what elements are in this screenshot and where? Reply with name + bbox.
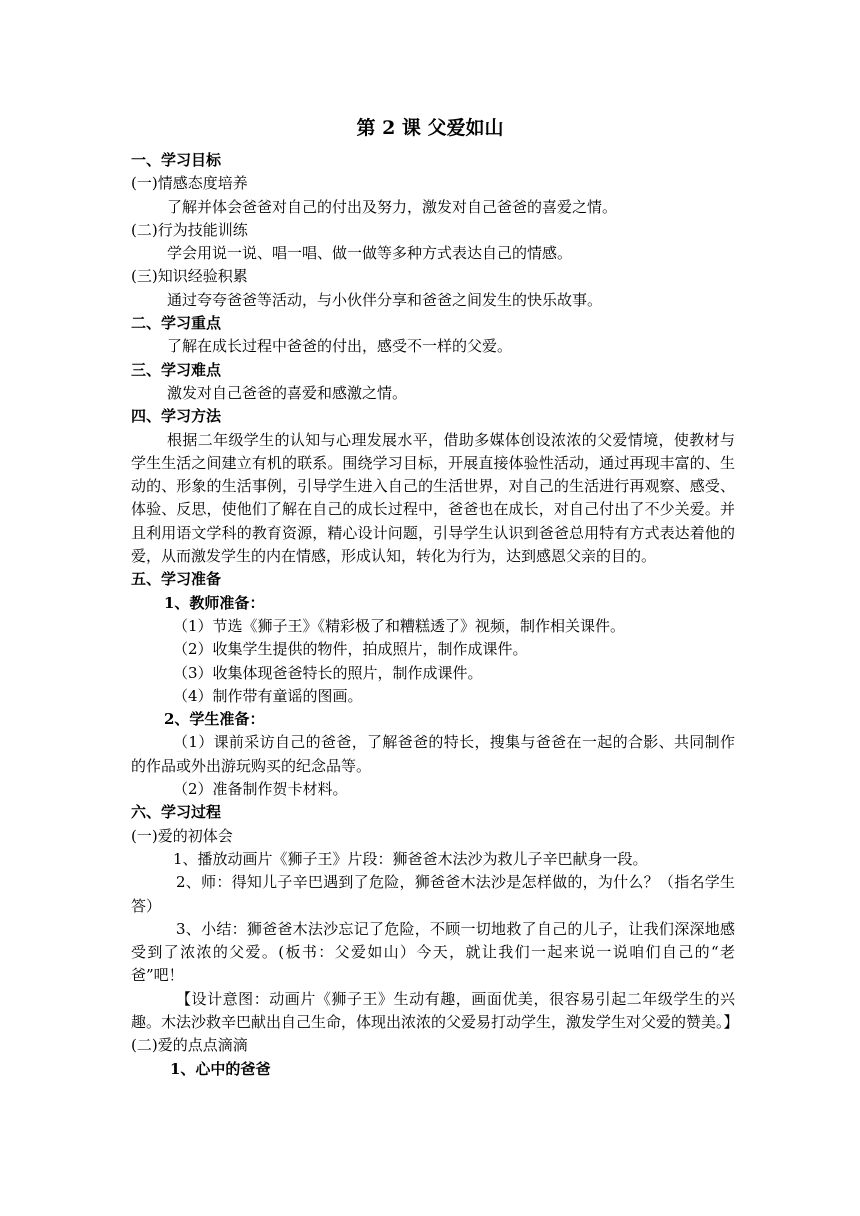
list-item: （2）准备制作贺卡材料。 xyxy=(173,780,348,799)
list-item: （1）课前采访自己的爸爸，了解爸爸的特长，搜集与爸爸在一起的合影、共同制作的作品或外出游玩购买的纪念品等。 xyxy=(131,733,735,775)
paragraph: 了解并体会爸爸对自己的付出及努力，激发对自己爸爸的喜爱之情。 xyxy=(167,197,618,216)
paragraph: 通过夸夸爸爸等活动，与小伙伴分享和爸爸之间发生的快乐故事。 xyxy=(167,290,603,309)
list-item: （2）收集学生提供的物件，拍成照片，制作成课件。 xyxy=(173,640,528,659)
section-heading-process: 六、学习过程 xyxy=(131,803,222,822)
list-item: （4）制作带有童谣的图画。 xyxy=(173,686,363,705)
subheading: 1、心中的爸爸 xyxy=(170,1059,271,1078)
subsection-label: (三)知识经验积累 xyxy=(131,267,248,286)
paragraph: 根据二年级学生的认知与心理发展水平，借助多媒体创设浓浓的父爱情境，使教材与学生生活之间建立有机的联系。围绕学习目标，开展直接体验性活动，通过再现丰富的、生动的、形象的生活事例，引导学生进入自己的生活世界，对自己的生活进行再观察、感受、体验、反思，使他们了解在自己的成长过程中，爸爸也在成长，对自己付出了不少关爱。并且利用语文学科的教育资源，精心设计问题，引导学生认识到爸爸总用特有方式表达着他的爱，从而激发学生的内在情感，形成认知，转化为行为，达到感恩父亲的目的。 xyxy=(131,430,735,566)
paragraph: 激发对自己爸爸的喜爱和感激之情。 xyxy=(167,383,408,402)
page-title: 第 2 课 父爱如山 xyxy=(356,117,504,139)
subsection-label: (二)爱的点点滴滴 xyxy=(131,1036,248,1055)
section-heading-preparation: 五、学习准备 xyxy=(131,570,222,589)
section-heading-methods: 四、学习方法 xyxy=(131,407,222,426)
step: 2、师：得知儿子辛巴遇到了危险，狮爸爸木法沙是怎样做的，为什么？（指名学生答） xyxy=(131,873,735,915)
paragraph: 了解在成长过程中爸爸的付出，感受不一样的父爱。 xyxy=(167,337,513,356)
list-item: （3）收集体现爸爸特长的照片，制作成课件。 xyxy=(173,663,483,682)
step: 3、小结：狮爸爸木法沙忘记了危险，不顾一切地救了自己的儿子，让我们深深地感受到了浓浓的父爱。(板书：父爱如山）今天，就让我们一起来说一说咱们自己的“老爸”吧！ xyxy=(131,919,735,985)
subheading-teacher: 1、教师准备： xyxy=(164,593,265,612)
list-item: （1）节选《狮子王》《精彩极了和糟糕透了》视频，制作相关课件。 xyxy=(173,616,626,635)
section-heading-key-points: 二、学习重点 xyxy=(131,314,222,333)
section-heading-goals: 一、学习目标 xyxy=(131,151,222,169)
subsection-label: (一)爱的初体会 xyxy=(131,826,233,845)
subsection-label: (二)行为技能训练 xyxy=(131,220,248,239)
subsection-label: (一)情感态度培养 xyxy=(131,174,248,193)
paragraph: 学会用说一说、唱一唱、做一做等多种方式表达自己的情感。 xyxy=(167,244,573,263)
section-heading-difficulties: 三、学习难点 xyxy=(131,360,222,379)
document-body xyxy=(131,149,739,1081)
subheading-student: 2、学生准备： xyxy=(164,710,265,729)
design-note: 【设计意图：动画片《狮子王》生动有趣，画面优美，很容易引起二年级学生的兴趣。木法沙救辛巴献出自己生命，体现出浓浓的父爱易打动学生，激发学生对父爱的赞美。】 xyxy=(131,989,739,1031)
step: 1、播放动画片《狮子王》片段：狮爸爸木法沙为救儿子辛巴献身一段。 xyxy=(173,849,648,868)
